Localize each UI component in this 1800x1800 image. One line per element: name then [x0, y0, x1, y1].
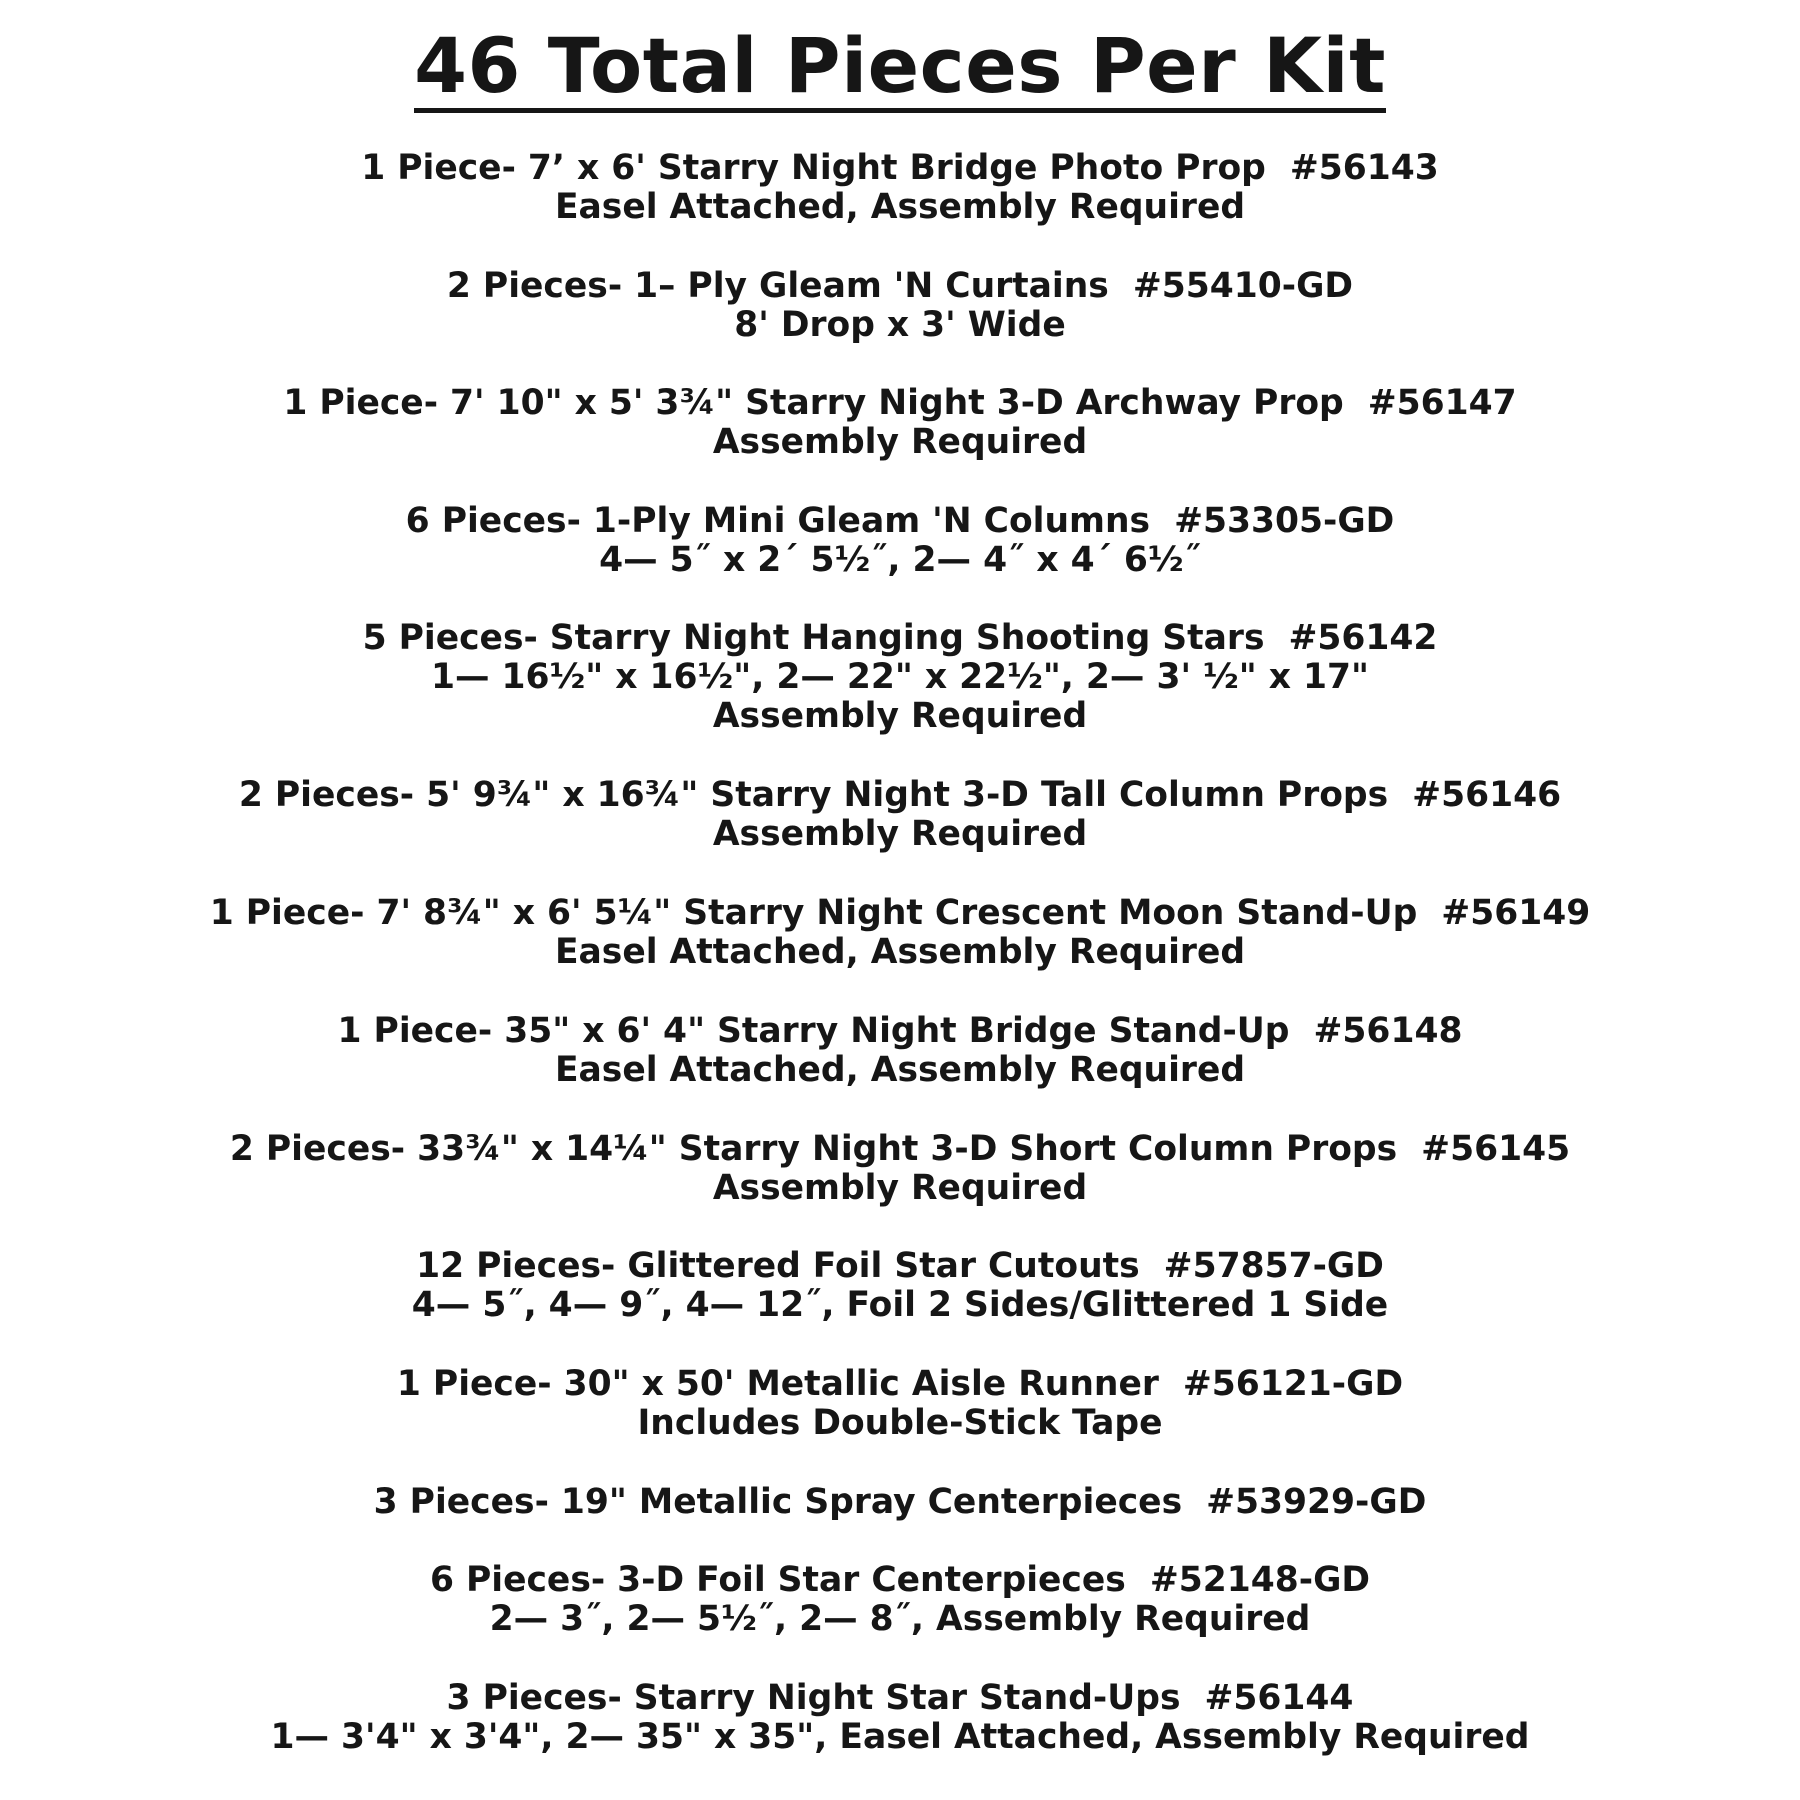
- item-details: Assembly Required: [712, 422, 1088, 462]
- item-details: 1— 16½" x 16½", 2— 22" x 22½", 2— 3' ½" x 17": [431, 657, 1369, 697]
- kit-item: [0, 776, 1800, 854]
- item-description: 2 Pieces- 33¾" x 14¼" Starry Night 3-D Short Column Props #56145: [229, 1129, 1571, 1169]
- kit-item: [0, 384, 1800, 462]
- item-details: Easel Attached, Assembly Required: [554, 1050, 1246, 1090]
- item-description: 5 Pieces- Starry Night Hanging Shooting Stars #56142: [362, 618, 1438, 658]
- item-details: 1— 3'4" x 3'4", 2— 35" x 35", Easel Attached, Assembly Required: [270, 1717, 1530, 1757]
- item-details: Includes Double-Stick Tape: [637, 1403, 1163, 1443]
- item-details: Easel Attached, Assembly Required: [554, 187, 1246, 227]
- kit-item: [0, 1679, 1800, 1757]
- page-title: [0, 21, 1800, 113]
- item-description: 1 Piece- 30" x 50' Metallic Aisle Runner #56121-GD: [396, 1364, 1404, 1404]
- item-description: 6 Pieces- 1-Ply Mini Gleam 'N Columns #53305-GD: [405, 501, 1395, 541]
- kit-item: [0, 1365, 1800, 1443]
- item-details: Assembly Required: [712, 696, 1088, 736]
- kit-item: [0, 1483, 1800, 1522]
- kit-item: [0, 1012, 1800, 1090]
- item-details: 4— 5˝, 4— 9˝, 4— 12˝, Foil 2 Sides/Glittered 1 Side: [411, 1285, 1389, 1325]
- item-details: 4— 5˝ x 2´ 5½˝, 2— 4˝ x 4´ 6½˝: [599, 540, 1201, 580]
- item-description: 2 Pieces- 5' 9¾" x 16¾" Starry Night 3-D Tall Column Props #56146: [238, 775, 1562, 815]
- item-description: 6 Pieces- 3-D Foil Star Centerpieces #52148-GD: [429, 1560, 1371, 1600]
- kit-item: [0, 619, 1800, 736]
- item-description: 1 Piece- 35" x 6' 4" Starry Night Bridge Stand-Up #56148: [337, 1011, 1463, 1051]
- item-description: 1 Piece- 7’ x 6' Starry Night Bridge Photo Prop #56143: [361, 148, 1439, 188]
- item-details: Assembly Required: [712, 1168, 1088, 1208]
- item-details: Easel Attached, Assembly Required: [554, 932, 1246, 972]
- item-description: 1 Piece- 7' 8¾" x 6' 5¼" Starry Night Crescent Moon Stand-Up #56149: [209, 893, 1591, 933]
- kit-item: [0, 502, 1800, 580]
- item-description: 1 Piece- 7' 10" x 5' 3¾" Starry Night 3-D Archway Prop #56147: [283, 383, 1517, 423]
- kit-item: [0, 1561, 1800, 1639]
- kit-item: [0, 1247, 1800, 1325]
- kit-item: [0, 1130, 1800, 1208]
- item-details: 2— 3˝, 2— 5½˝, 2— 8˝, Assembly Required: [489, 1599, 1311, 1639]
- page-title-text: 46 Total Pieces Per Kit: [414, 28, 1386, 113]
- item-description: 3 Pieces- Starry Night Star Stand-Ups #56144: [446, 1678, 1354, 1718]
- item-description: 12 Pieces- Glittered Foil Star Cutouts #57857-GD: [416, 1246, 1384, 1286]
- kit-item: [0, 267, 1800, 345]
- item-details: 8' Drop x 3' Wide: [734, 305, 1066, 345]
- item-description: 2 Pieces- 1– Ply Gleam 'N Curtains #55410-GD: [446, 266, 1354, 306]
- item-details: Assembly Required: [712, 814, 1088, 854]
- kit-item: [0, 149, 1800, 227]
- kit-item: [0, 894, 1800, 972]
- item-description: 3 Pieces- 19" Metallic Spray Centerpieces #53929-GD: [373, 1482, 1427, 1522]
